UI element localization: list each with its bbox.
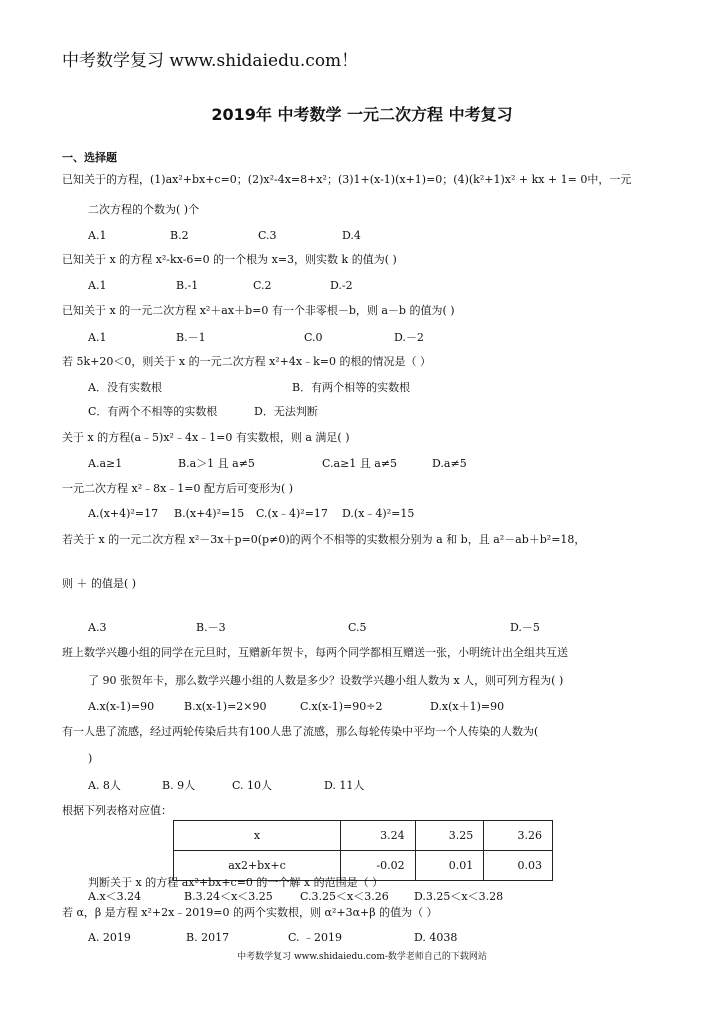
q7-option-d: D.－5 [510,621,540,634]
q3-option-c: C.0 [304,331,323,344]
q6-option-d: D.(x﹣4)²=15 [342,507,415,520]
question-9-text: 有一人患了流感，经过两轮传染后共有100人患了流感，那么每轮传染中平均一个人传染的人数为( [62,725,539,738]
table-cell: 0.03 [484,851,553,881]
q1-option-c: C.3 [258,229,277,242]
q3-option-d: D.－2 [394,331,424,344]
table-cell: 3.26 [484,821,553,851]
question-8-text-cont: 了 90 张贺年卡，那么数学兴趣小组的人数是多少？设数学兴趣小组人数为 x 人，则可列方程为( ) [88,674,564,687]
q11-option-b: B. 2017 [186,931,230,944]
table-cell: x [174,821,341,851]
page-footer: 中考数学复习 www.shidaiedu.com-数学老师自己的下载网站 [237,952,487,962]
q7-option-c: C.5 [348,621,367,634]
q5-option-b: B.a＞1 且 a≠5 [178,457,255,470]
page-header: 中考数学复习 www.shidaiedu.com！ [62,51,359,71]
q2-option-c: C.2 [253,279,272,292]
q10-option-d: D.3.25＜x＜3.28 [414,890,504,903]
table-cell: 0.01 [415,851,484,881]
question-6-text: 一元二次方程 x²﹣8x﹣1=0 配方后可变形为( ) [62,482,294,495]
q7-option-b: B.－3 [196,621,226,634]
question-7-text-cont: 则 ＋ 的值是( ) [62,577,137,590]
question-3-text: 已知关于 x 的一元二次方程 x²＋ax＋b=0 有一个非零根－b，则 a－b 的值为( ) [62,304,455,317]
q11-option-a: A. 2019 [88,931,131,944]
q5-option-d: D.a≠5 [432,457,467,470]
question-4-text: 若 5k+20＜0，则关于 x 的一元二次方程 x²+4x﹣k=0 的根的情况是（ ） [62,355,431,368]
q8-option-d: D.x(x＋1)=90 [430,700,505,713]
q8-option-c: C.x(x-1)=90÷2 [300,700,383,713]
question-10-text: 根据下列表格对应值： [62,804,172,817]
q11-option-d: D. 4038 [414,931,458,944]
q8-option-b: B.x(x-1)=2×90 [184,700,267,713]
question-8-text: 班上数学兴趣小组的同学在元旦时，互赠新年贺卡，每两个同学都相互赠送一张，小明统计出全组共互送 [62,646,568,659]
question-10-text-cont: 判断关于 x 的方程 ax²+bx+c=0 的一个解 x 的范围是（ ） [88,876,384,889]
q2-option-a: A.1 [88,279,107,292]
q3-option-a: A.1 [88,331,107,344]
q2-option-d: D.-2 [330,279,353,292]
table-row [174,821,553,851]
question-5-text: 关于 x 的方程(a﹣5)x²﹣4x﹣1=0 有实数根，则 a 满足( ) [62,431,350,444]
question-9-text-cont: ) [88,752,93,765]
table-cell: 3.25 [415,821,484,851]
q6-option-a: A.(x+4)²=17 [88,507,159,520]
q4-option-b: B．有两个相等的实数根 [292,381,411,394]
question-1-text-cont: 二次方程的个数为( )个 [88,203,200,216]
q10-option-b: B.3.24＜x＜3.25 [184,890,273,903]
q2-option-b: B.-1 [176,279,199,292]
q3-option-b: B.－1 [176,331,206,344]
table-cell: -0.02 [341,851,416,881]
q9-option-d: D. 11人 [324,779,365,792]
section-heading: 一、选择题 [62,151,117,164]
q11-option-c: C. ﹣2019 [288,931,343,944]
q10-option-c: C.3.25＜x＜3.26 [300,890,389,903]
question-7-text: 若关于 x 的一元二次方程 x²－3x＋p=0(p≠0)的两个不相等的实数根分别为 a 和 b，且 a²－ab＋b²=18， [62,533,586,546]
question-1-text: 已知关于的方程，(1)ax²+bx+c=0；(2)x²-4x=8+x²；(3)1+(x-1)(x+1)=0；(4)(k²+1)x² + kx + 1= 0中，一元 [62,173,632,186]
table-cell: ax2+bx+c [174,851,341,881]
question-2-text: 已知关于 x 的方程 x²-kx-6=0 的一个根为 x=3，则实数 k 的值为( ) [62,253,397,266]
document-title: 2019年 中考数学 一元二次方程 中考复习 [211,105,513,124]
q4-option-d: D．无法判断 [254,405,318,418]
q8-option-a: A.x(x-1)=90 [88,700,155,713]
table-cell: 3.24 [341,821,416,851]
value-table [173,820,553,881]
q5-option-a: A.a≥1 [88,457,123,470]
q6-option-b: B.(x+4)²=15 [174,507,245,520]
question-11-text: 若 α，β 是方程 x²+2x﹣2019=0 的两个实数根，则 α²+3α+β 的值为（ ） [62,906,438,919]
q10-option-a: A.x＜3.24 [88,890,142,903]
q9-option-c: C. 10人 [232,779,273,792]
q4-option-a: A．没有实数根 [88,381,162,394]
q1-option-d: D.4 [342,229,361,242]
q9-option-b: B. 9人 [162,779,196,792]
q6-option-c: C.(x﹣4)²=17 [256,507,328,520]
q9-option-a: A. 8人 [88,779,121,792]
q5-option-c: C.a≥1 且 a≠5 [322,457,398,470]
q7-option-a: A.3 [88,621,107,634]
q1-option-a: A.1 [88,229,107,242]
q1-option-b: B.2 [170,229,189,242]
q4-option-c: C．有两个不相等的实数根 [88,405,218,418]
